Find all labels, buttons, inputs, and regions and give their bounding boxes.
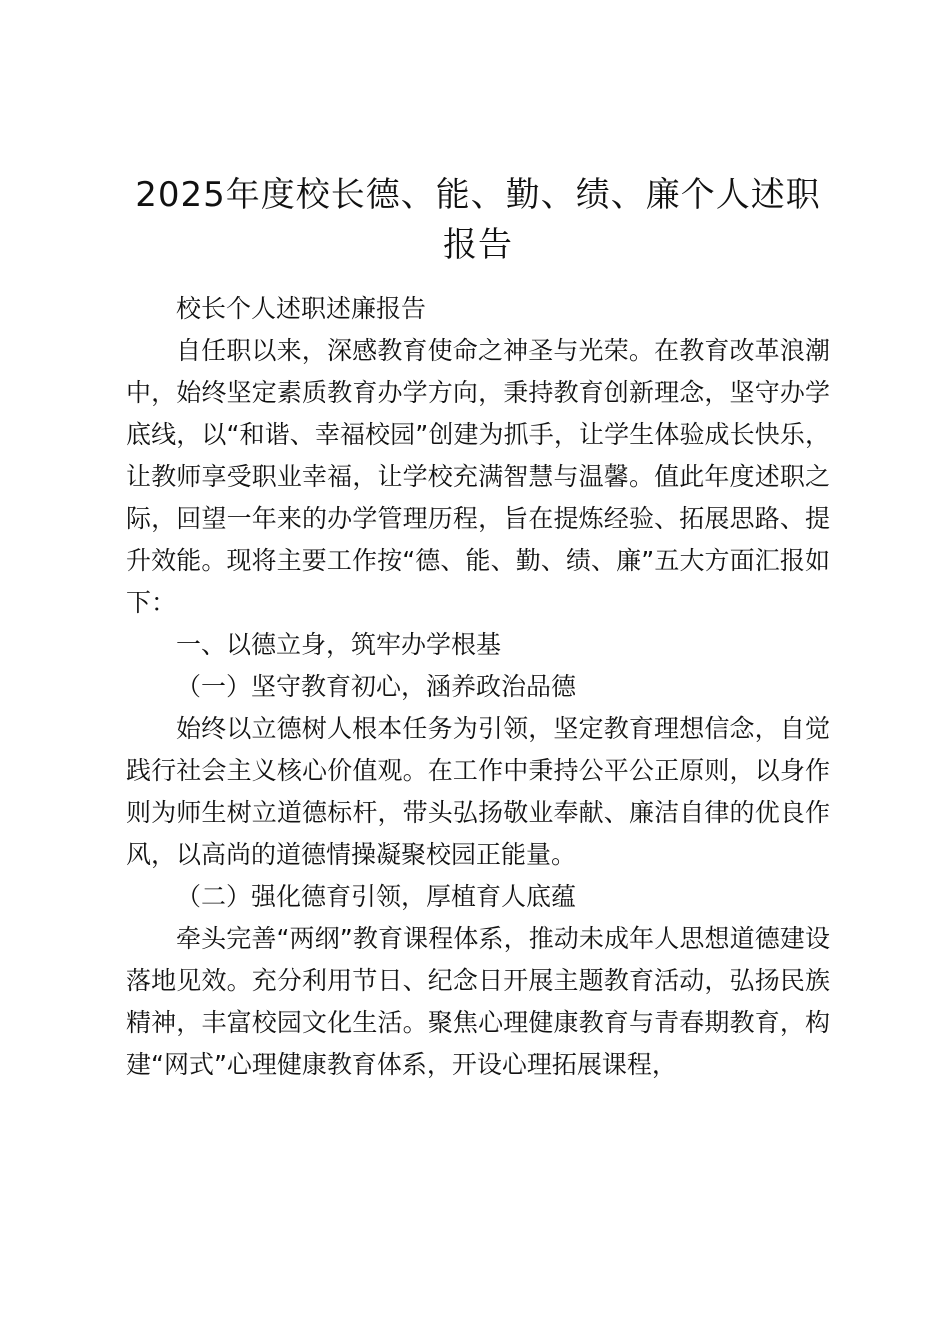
- subsection-heading-1-1: （一）坚守教育初心，涵养政治品德: [176, 672, 577, 701]
- subsection-heading-1-2: （二）强化德育引领，厚植育人底蕴: [176, 882, 577, 911]
- section-heading-1: 一、以德立身，筑牢办学根基: [176, 630, 502, 659]
- paragraph-subtitle: 校长个人述职述廉报告: [176, 294, 427, 323]
- paragraph-1-2: 牵头完善“两纲”教育课程体系，推动未成年人思想道德建设落地见效。充分利用节日、纪念日开展主题教育活动，弘扬民族精神，丰富校园文化生活。聚焦心理健康教育与青春期教育，构建“网式”心理健康教育体系，开设心理拓展课程，: [126, 924, 830, 1079]
- document-title: 2025年度校长德、能、勤、绩、廉个人述职报告: [135, 175, 821, 265]
- paragraph-1-1: 始终以立德树人根本任务为引领，坚定教育理想信念，自觉践行社会主义核心价值观。在工作中秉持公平公正原则，以身作则为师生树立道德标杆，带头弘扬敬业奉献、廉洁自律的优良作风，以高尚的道德情操凝聚校园正能量。: [126, 714, 830, 869]
- paragraph-introduction: 自任职以来，深感教育使命之神圣与光荣。在教育改革浪潮中，始终坚定素质教育办学方向，秉持教育创新理念，坚守办学底线，以“和谐、幸福校园”创建为抓手，让学生体验成长快乐，让教师享受职业幸福，让学校充满智慧与温馨。值此年度述职之际，回望一年来的办学管理历程，旨在提炼经验、拓展思路、提升效能。现将主要工作按“德、能、勤、绩、廉”五大方面汇报如下：: [126, 336, 830, 617]
- document-body: [126, 288, 830, 1086]
